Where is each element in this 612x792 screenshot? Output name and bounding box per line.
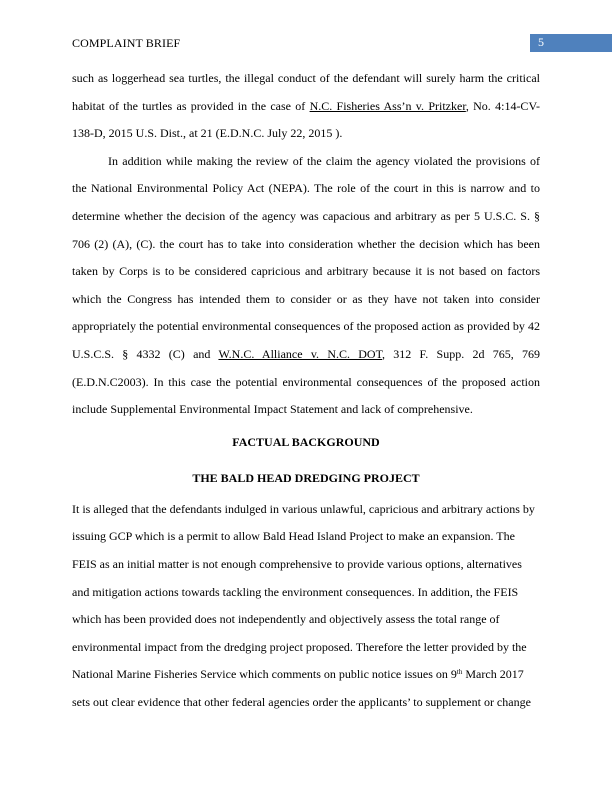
paragraph-3-text-a: It is alleged that the defendants indulged in various unlawful, capricious and arbitrary actions by issuing GCP which is a permit to allow Bald Head Island Project to make an expansion. The FEIS as an initial matter is not enough comprehensive to provide various options, alternatives and mitigation actions towards tackling the environment consequences. In addition, the FEIS which has been provided does not independently and objectively assess the total range of environmental impact from the dredging project proposed. Therefore the letter provided by the National Marine Fisheries Service which comments on public notice issues on 9	[72, 501, 535, 682]
paragraph-1-text-a: such as loggerhead sea turtles, the illegal conduct of the defendant will surely harm the critical habitat of the turtles as provided in the case of	[72, 71, 540, 113]
case-citation-wnc-alliance: W.N.C. Alliance v. N.C. DOT	[218, 346, 383, 361]
paragraph-1-text-b: , No. 4:14-CV-138-D, 2015 U.S. Dist., at 21 (E.D.N.C. July 22, 2015 ).	[72, 98, 540, 141]
case-citation-pritzker: N.C. Fisheries Ass’n v. Pritzker	[309, 98, 466, 113]
paragraph-2	[72, 148, 540, 424]
paragraph-2-text-a: In addition while making the review of the claim the agency violated the provisions of the National Environmental Policy Act (NEPA). The role of the court in this is narrow and to determine whether the decision of the agency was capacious and arbitrary as per 5 U.S.C. S. § 706 (2) (A), (C). the court has to take into consideration whether the decision which has been taken by Corps is to be considered capricious and arbitrary because it is not based on factors which the Congress has intended them to consider or as they have not taken into consider appropriately the potential environmental consequences of the proposed action as provided by 42 U.S.C.S. § 4332 (C) and	[72, 153, 540, 361]
page-header	[72, 34, 544, 54]
paragraph-1	[72, 65, 540, 148]
heading-factual-background: FACTUAL BACKGROUND	[232, 434, 380, 449]
heading-bald-head-dredging-project: THE BALD HEAD DREDGING PROJECT	[192, 470, 420, 485]
page-number: 5	[538, 35, 544, 49]
page-number-box	[530, 34, 612, 52]
paragraph-2-text-b: , 312 F. Supp. 2d 765, 769 (E.D.N.C2003). In this case the potential environmental consequences of the proposed action include Supplemental Environmental Impact Statement and lack of comprehensive.	[72, 346, 540, 417]
header-title: COMPLAINT BRIEF	[72, 36, 181, 50]
document-body	[72, 65, 540, 716]
paragraph-3-text-b: March 2017 sets out clear evidence that other federal agencies order the applicants’ to supplement or change	[72, 667, 531, 709]
ordinal-superscript: th	[456, 668, 463, 677]
paragraph-3	[72, 496, 540, 717]
